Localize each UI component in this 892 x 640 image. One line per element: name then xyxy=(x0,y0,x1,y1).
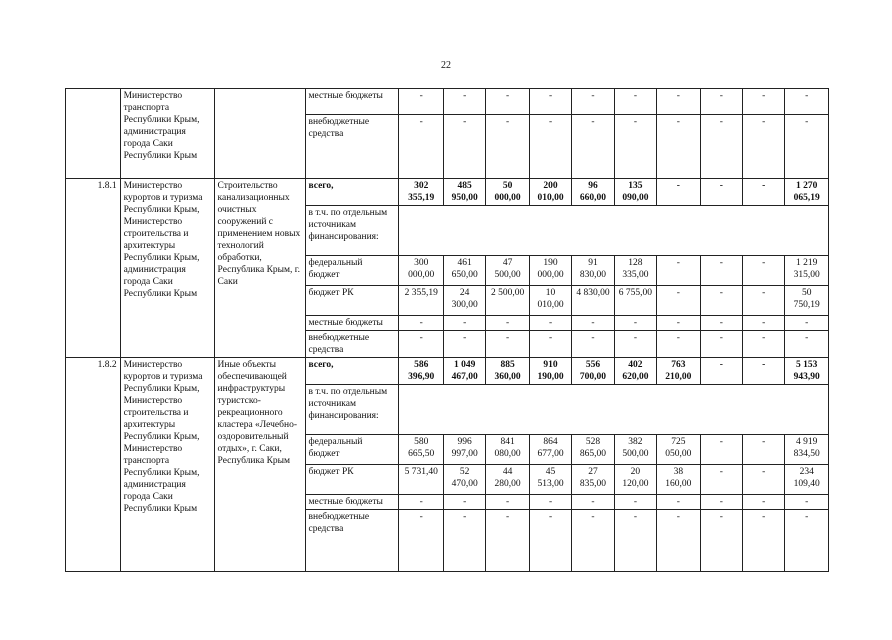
value-cell: 47 500,00 xyxy=(486,256,529,286)
value-cell: - xyxy=(572,510,614,572)
value-cell: - xyxy=(529,115,571,179)
value-cell: - xyxy=(399,495,443,510)
description-cell: Строительство канализационных очистных сооружений с применением новых технологий обработки, Республика Крым, г. Саки xyxy=(214,179,305,358)
value-cell: - xyxy=(743,286,785,316)
source-label: федеральный бюджет xyxy=(305,256,399,286)
value-cell: - xyxy=(743,179,785,206)
value-cell: 96 660,00 xyxy=(572,179,614,206)
value-cell: - xyxy=(657,286,700,316)
value-cell: - xyxy=(700,316,742,331)
value-cell: - xyxy=(486,115,529,179)
value-cell: - xyxy=(657,510,700,572)
organization-cell: Министерство транспорта Республики Крым, администрация города Саки Республики Крым xyxy=(120,89,214,179)
value-cell: - xyxy=(443,510,485,572)
value-cell: 841 080,00 xyxy=(486,435,529,465)
value-cell: 586 396,90 xyxy=(399,358,443,385)
value-cell: - xyxy=(785,495,829,510)
value-cell: 382 500,00 xyxy=(614,435,656,465)
source-label: внебюджетные средства xyxy=(305,115,399,179)
value-cell: 4 919 834,50 xyxy=(785,435,829,465)
value-cell: - xyxy=(743,465,785,495)
value-cell: - xyxy=(614,495,656,510)
value-cell: - xyxy=(572,316,614,331)
value-cell: - xyxy=(614,115,656,179)
value-cell: - xyxy=(486,510,529,572)
value-cell: 135 090,00 xyxy=(614,179,656,206)
value-cell: - xyxy=(743,89,785,115)
value-cell: - xyxy=(399,115,443,179)
value-cell: 50 000,00 xyxy=(486,179,529,206)
organization-cell: Министерство курортов и туризма Республики Крым, Министерство строительства и архитектуры Республики Крым, администрация города Саки Республики Крым xyxy=(120,179,214,358)
value-cell: 4 830,00 xyxy=(572,286,614,316)
value-cell: 2 355,19 xyxy=(399,286,443,316)
empty-span-cell xyxy=(399,385,829,435)
value-cell: 10 010,00 xyxy=(529,286,571,316)
value-cell: - xyxy=(743,435,785,465)
value-cell: - xyxy=(443,495,485,510)
value-cell: 128 335,00 xyxy=(614,256,656,286)
value-cell: 38 160,00 xyxy=(657,465,700,495)
value-cell: 302 355,19 xyxy=(399,179,443,206)
value-cell: - xyxy=(700,435,742,465)
value-cell: 556 700,00 xyxy=(572,358,614,385)
description-cell: Иные объекты обеспечивающей инфраструктуры туристско-рекреационного кластера «Лечебно-оздоровительный отдых», г. Саки, Республика Крым xyxy=(214,358,305,572)
value-cell: - xyxy=(743,316,785,331)
value-cell: 2 500,00 xyxy=(486,286,529,316)
value-cell: - xyxy=(443,316,485,331)
value-cell: 725 050,00 xyxy=(657,435,700,465)
value-cell: - xyxy=(700,179,742,206)
value-cell: - xyxy=(486,89,529,115)
value-cell: - xyxy=(614,510,656,572)
value-cell: - xyxy=(785,89,829,115)
value-cell: - xyxy=(486,495,529,510)
value-cell: - xyxy=(700,115,742,179)
source-label: местные бюджеты xyxy=(305,316,399,331)
value-cell: - xyxy=(657,179,700,206)
value-cell: 910 190,00 xyxy=(529,358,571,385)
value-cell: - xyxy=(486,331,529,358)
value-cell: 885 360,00 xyxy=(486,358,529,385)
source-label: в т.ч. по отдельным источникам финансирования: xyxy=(305,206,399,256)
source-label: местные бюджеты xyxy=(305,495,399,510)
value-cell: 402 620,00 xyxy=(614,358,656,385)
value-cell: 1 219 315,00 xyxy=(785,256,829,286)
value-cell: - xyxy=(486,316,529,331)
value-cell: 528 865,00 xyxy=(572,435,614,465)
value-cell: - xyxy=(614,331,656,358)
value-cell: 52 470,00 xyxy=(443,465,485,495)
value-cell: 91 830,00 xyxy=(572,256,614,286)
value-cell: - xyxy=(529,510,571,572)
row-number-cell: 1.8.2 xyxy=(66,358,121,572)
table-row xyxy=(66,89,829,115)
value-cell: 996 997,00 xyxy=(443,435,485,465)
value-cell: - xyxy=(785,115,829,179)
page-number: 22 xyxy=(441,60,451,71)
value-cell: 461 650,00 xyxy=(443,256,485,286)
value-cell: - xyxy=(700,495,742,510)
value-cell: 200 010,00 xyxy=(529,179,571,206)
source-label: бюджет РК xyxy=(305,286,399,316)
table-row xyxy=(66,358,829,385)
value-cell: - xyxy=(399,510,443,572)
value-cell: - xyxy=(572,495,614,510)
value-cell: - xyxy=(399,316,443,331)
table-row xyxy=(66,179,829,206)
value-cell: - xyxy=(700,510,742,572)
value-cell: - xyxy=(399,331,443,358)
value-cell: - xyxy=(743,331,785,358)
description-cell xyxy=(214,89,305,179)
value-cell: - xyxy=(657,256,700,286)
value-cell: 190 000,00 xyxy=(529,256,571,286)
value-cell: - xyxy=(700,286,742,316)
value-cell: 485 950,00 xyxy=(443,179,485,206)
organization-cell: Министерство курортов и туризма Республики Крым, Министерство строительства и архитектуры Республики Крым, Министерство транспорта Республики Крым, администрация города Саки Республики Крым xyxy=(120,358,214,572)
value-cell: - xyxy=(572,89,614,115)
value-cell: - xyxy=(785,510,829,572)
source-label: внебюджетные средства xyxy=(305,510,399,572)
value-cell: - xyxy=(657,331,700,358)
value-cell: - xyxy=(700,465,742,495)
value-cell: 580 665,50 xyxy=(399,435,443,465)
value-cell: - xyxy=(743,495,785,510)
value-cell: - xyxy=(529,89,571,115)
source-label: всего, xyxy=(305,179,399,206)
value-cell: - xyxy=(657,89,700,115)
source-label: федеральный бюджет xyxy=(305,435,399,465)
value-cell: - xyxy=(572,115,614,179)
value-cell: - xyxy=(614,89,656,115)
value-cell: 20 120,00 xyxy=(614,465,656,495)
value-cell: 24 300,00 xyxy=(443,286,485,316)
value-cell: 864 677,00 xyxy=(529,435,571,465)
row-number-cell xyxy=(66,89,121,179)
funding-table xyxy=(65,88,829,572)
value-cell: - xyxy=(657,316,700,331)
value-cell: - xyxy=(700,89,742,115)
value-cell: - xyxy=(443,331,485,358)
value-cell: - xyxy=(529,331,571,358)
value-cell: 1 270 065,19 xyxy=(785,179,829,206)
value-cell: - xyxy=(700,256,742,286)
source-label: бюджет РК xyxy=(305,465,399,495)
value-cell: 45 513,00 xyxy=(529,465,571,495)
value-cell: 6 755,00 xyxy=(614,286,656,316)
value-cell: - xyxy=(399,89,443,115)
value-cell: - xyxy=(785,331,829,358)
value-cell: - xyxy=(700,358,742,385)
value-cell: - xyxy=(657,115,700,179)
value-cell: 44 280,00 xyxy=(486,465,529,495)
value-cell: - xyxy=(443,115,485,179)
value-cell: - xyxy=(743,256,785,286)
value-cell: 234 109,40 xyxy=(785,465,829,495)
value-cell: - xyxy=(529,495,571,510)
source-label: внебюджетные средства xyxy=(305,331,399,358)
source-label: всего, xyxy=(305,358,399,385)
value-cell: 300 000,00 xyxy=(399,256,443,286)
empty-span-cell xyxy=(399,206,829,256)
value-cell: - xyxy=(529,316,571,331)
value-cell: 50 750,19 xyxy=(785,286,829,316)
value-cell: - xyxy=(743,510,785,572)
value-cell: - xyxy=(614,316,656,331)
source-label: в т.ч. по отдельным источникам финансирования: xyxy=(305,385,399,435)
value-cell: 763 210,00 xyxy=(657,358,700,385)
value-cell: - xyxy=(785,316,829,331)
value-cell: - xyxy=(443,89,485,115)
value-cell: 27 835,00 xyxy=(572,465,614,495)
source-label: местные бюджеты xyxy=(305,89,399,115)
value-cell: 1 049 467,00 xyxy=(443,358,485,385)
value-cell: - xyxy=(700,331,742,358)
table-body xyxy=(66,89,829,572)
value-cell: 5 153 943,90 xyxy=(785,358,829,385)
value-cell: - xyxy=(572,331,614,358)
value-cell: - xyxy=(743,115,785,179)
value-cell: - xyxy=(657,495,700,510)
row-number-cell: 1.8.1 xyxy=(66,179,121,358)
value-cell: - xyxy=(743,358,785,385)
value-cell: 5 731,40 xyxy=(399,465,443,495)
